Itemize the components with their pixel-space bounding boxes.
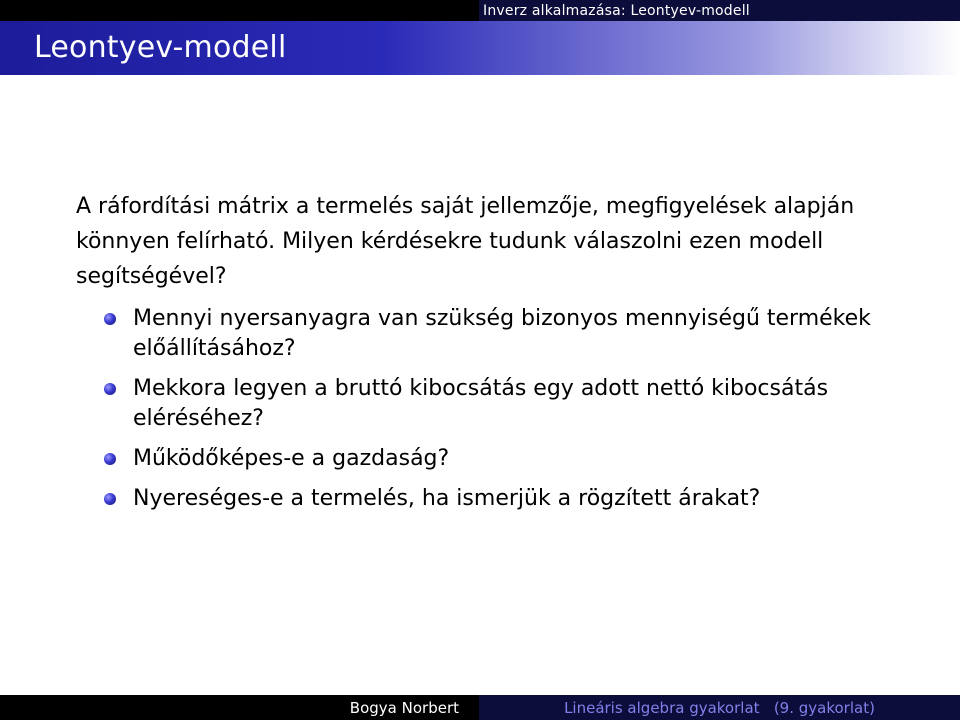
headline-bar (0, 0, 960, 21)
question-list (76, 304, 906, 514)
frame-title-bar (0, 21, 960, 75)
ball-bullet-icon (104, 313, 116, 325)
footline-bar (0, 695, 960, 720)
list-item-text: Mekkora legyen a bruttó kibocsátás egy adott nettó kibocsátás eléréséhez? (133, 376, 829, 431)
list-item-text: Mennyi nyersanyagra van szükség bizonyos mennyiségű termékek előállításához? (133, 306, 871, 361)
section-title: Inverz alkalmazása: Leontyev-modell (483, 2, 750, 19)
list-item (76, 374, 906, 434)
headline-left-block (0, 0, 479, 21)
footer-course: Lineáris algebra gyakorlat (9. gyakorlat) (564, 698, 875, 717)
footer-author-box (0, 695, 479, 720)
list-item (76, 444, 906, 474)
ball-bullet-icon (104, 493, 116, 505)
list-item-text: Működőképes-e a gazdaság? (133, 446, 450, 471)
intro-paragraph: A ráfordítási mátrix a termelés saját jellemzője, megfigyelések alapján könnyen felírható. Milyen kérdésekre tudunk válaszolni ezen modell segítségével? (76, 194, 855, 289)
footer-author: Bogya Norbert (349, 698, 459, 717)
slide-content (76, 189, 906, 524)
list-item (76, 484, 906, 514)
headline-section (479, 0, 960, 21)
slide-title: Leontyev-modell (34, 30, 287, 65)
ball-bullet-icon (104, 453, 116, 465)
footer-course-box (479, 695, 960, 720)
ball-bullet-icon (104, 383, 116, 395)
list-item-text: Nyereséges-e a termelés, ha ismerjük a rögzített árakat? (133, 486, 761, 511)
list-item (76, 304, 906, 364)
